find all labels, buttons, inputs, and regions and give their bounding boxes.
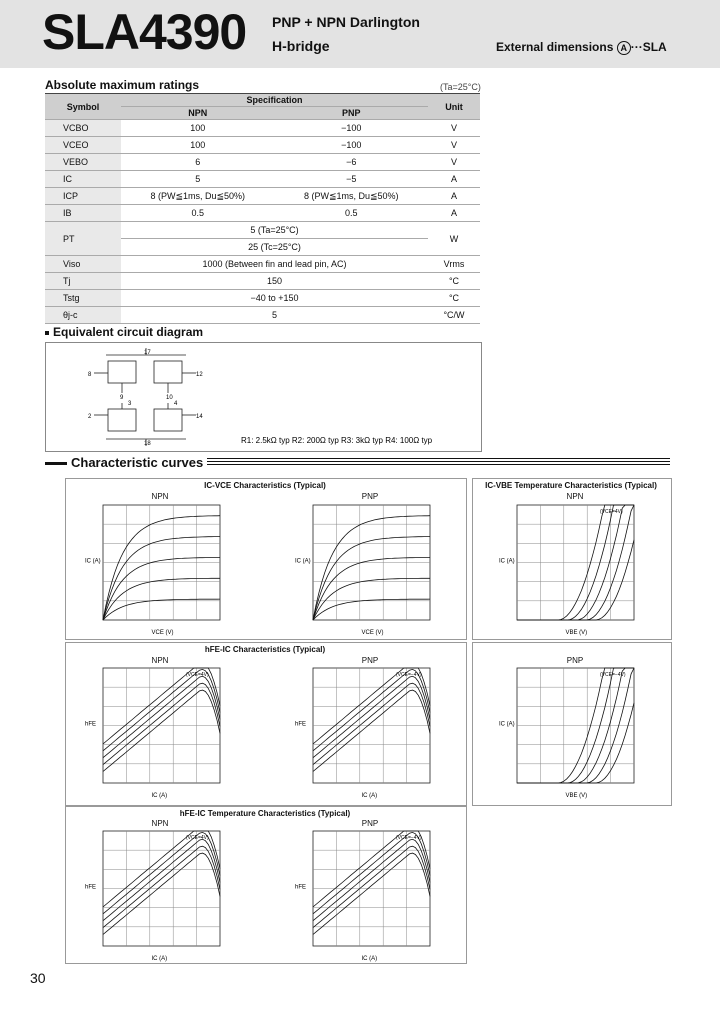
row-npn: 100	[121, 120, 275, 137]
table-row	[45, 307, 480, 324]
npn-label: NPN	[151, 492, 169, 501]
circuit-box	[45, 342, 482, 452]
npn-label: NPN	[566, 492, 584, 501]
row-unit: °C/W	[428, 307, 480, 324]
condition-note: (VCE=−4V)	[396, 672, 422, 678]
pt-line-2: 25 (Tc=25°C)	[121, 239, 428, 256]
row-symbol: Viso	[45, 256, 121, 273]
row-pnp: 8 (PW≦1ms, Du≦50%)	[275, 188, 429, 205]
plot-4	[291, 664, 448, 803]
table-row	[45, 290, 480, 307]
row-unit: A	[428, 205, 480, 222]
x-axis-label: VBE (V)	[565, 630, 588, 636]
y-axis-label: hFE	[295, 721, 307, 728]
row-pnp: 0.5	[275, 205, 429, 222]
row1-title: IC-VCE Characteristics (Typical)	[204, 481, 326, 490]
row-symbol: IC	[45, 171, 121, 188]
pnp-label: PNP	[361, 656, 379, 665]
plot-7	[291, 827, 448, 966]
row-symbol: Tstg	[45, 290, 121, 307]
circuit-title-text: Equivalent circuit diagram	[53, 325, 204, 339]
external-dims-label: External dimensions	[496, 40, 614, 54]
circuit-title	[45, 325, 203, 339]
table-row	[45, 273, 480, 290]
row-unit: V	[428, 154, 480, 171]
plot-0	[81, 501, 238, 640]
pin-label: 4	[174, 401, 178, 407]
row-symbol: PT	[45, 222, 121, 256]
row-unit: Vrms	[428, 256, 480, 273]
resistor-values: R1: 2.5kΩ typ R2: 200Ω typ R3: 3kΩ typ R4: 100Ω typ	[241, 436, 433, 445]
row-symbol: IB	[45, 205, 121, 222]
pin-label: 12	[196, 372, 203, 378]
x-axis-label: VBE (V)	[565, 793, 588, 799]
page-number: 30	[30, 970, 46, 986]
table-row	[45, 205, 480, 222]
row-symbol: Tj	[45, 273, 121, 290]
row-symbol: θj-c	[45, 307, 121, 324]
y-axis-label: hFE	[85, 721, 97, 728]
table-row	[45, 137, 480, 154]
pnp-label: PNP	[361, 492, 379, 501]
table-row-pt	[45, 222, 480, 239]
pt-line-1: 5 (Ta=25°C)	[121, 222, 428, 239]
y-axis-label: IC (A)	[499, 558, 515, 565]
x-axis-label: IC (A)	[361, 793, 378, 799]
circuit-diagram	[46, 343, 481, 451]
row-unit: A	[428, 171, 480, 188]
subtitle-config: H-bridge	[272, 38, 330, 54]
row-symbol: VCEO	[45, 137, 121, 154]
row-value: −40 to +150	[121, 290, 428, 307]
pin-label: 10	[166, 395, 173, 401]
circled-a-mark: A	[617, 41, 631, 55]
row-pnp: −5	[275, 171, 429, 188]
row-pnp: −100	[275, 137, 429, 154]
pin-label: 3	[128, 401, 132, 407]
table-row	[45, 171, 480, 188]
row-unit: V	[428, 120, 480, 137]
row-pnp: −6	[275, 154, 429, 171]
plot-1	[291, 501, 448, 640]
row-value: 5	[121, 307, 428, 324]
pnp-label: PNP	[566, 656, 584, 665]
row-value: 1000 (Between fin and lead pin, AC)	[121, 256, 428, 273]
row-unit: V	[428, 137, 480, 154]
condition-note: (VCE=−4V)	[396, 835, 422, 841]
y-axis-label: hFE	[85, 884, 97, 891]
y-axis-label: IC (A)	[85, 558, 101, 565]
x-axis-label: IC (A)	[151, 793, 168, 799]
y-axis-label: IC (A)	[499, 721, 515, 728]
row-symbol: VEBO	[45, 154, 121, 171]
row-npn: 0.5	[121, 205, 275, 222]
external-dims-suffix: ···SLA	[630, 40, 667, 54]
row-npn: 5	[121, 171, 275, 188]
row1-right-title: IC-VBE Temperature Characteristics (Typical)	[485, 481, 657, 490]
row-unit: °C	[428, 290, 480, 307]
col-npn: NPN	[121, 107, 275, 120]
col-symbol: Symbol	[45, 94, 121, 120]
part-number: SLA4390	[42, 4, 247, 60]
condition-note: (VCE=4V)	[186, 835, 209, 841]
condition-note: (VCE=4V)	[600, 509, 623, 515]
table-row	[45, 120, 480, 137]
col-pnp: PNP	[275, 107, 429, 120]
row-symbol: ICP	[45, 188, 121, 205]
ratings-table	[45, 94, 480, 324]
table-row	[45, 154, 480, 171]
row-npn: 8 (PW≦1ms, Du≦50%)	[121, 188, 275, 205]
row-npn: 100	[121, 137, 275, 154]
bar-icon	[45, 462, 67, 465]
bullet-icon	[45, 331, 49, 335]
x-axis-label: IC (A)	[151, 956, 168, 962]
ratings-title: Absolute maximum ratings	[45, 78, 200, 92]
npn-label: NPN	[151, 819, 169, 828]
condition-note: (VCE=−4V)	[600, 672, 626, 678]
curves-title-text: Characteristic curves	[71, 455, 204, 470]
ratings-condition: (Ta=25°C)	[440, 82, 481, 92]
x-axis-label: VCE (V)	[151, 630, 174, 636]
y-axis-label: IC (A)	[295, 558, 311, 565]
plot-6	[81, 827, 238, 966]
row-symbol: VCBO	[45, 120, 121, 137]
npn-label: NPN	[151, 656, 169, 665]
pin-label: 14	[196, 414, 203, 420]
row-unit: A	[428, 188, 480, 205]
external-dimensions	[496, 40, 667, 55]
col-spec: Specification	[121, 94, 428, 107]
row-unit: W	[428, 222, 480, 256]
row3-title: hFE-IC Temperature Characteristics (Typical)	[179, 809, 351, 818]
col-unit: Unit	[428, 94, 480, 120]
table-row	[45, 256, 480, 273]
curves-title	[45, 455, 207, 470]
table-row	[45, 188, 480, 205]
plot-2	[495, 501, 652, 640]
plot-5	[495, 664, 652, 803]
row-unit: °C	[428, 273, 480, 290]
pin-label: 17	[144, 350, 151, 356]
x-axis-label: VCE (V)	[361, 630, 384, 636]
pnp-label: PNP	[361, 819, 379, 828]
plot-3	[81, 664, 238, 803]
x-axis-label: IC (A)	[361, 956, 378, 962]
pin-label: 9	[120, 395, 124, 401]
pin-label: 2	[88, 414, 92, 420]
row-pnp: −100	[275, 120, 429, 137]
y-axis-label: hFE	[295, 884, 307, 891]
condition-note: (VCE=4V)	[186, 672, 209, 678]
subtitle-type: PNP + NPN Darlington	[272, 14, 420, 30]
row2-title: hFE-IC Characteristics (Typical)	[204, 645, 326, 654]
row-npn: 6	[121, 154, 275, 171]
pin-label: 8	[88, 372, 92, 378]
pin-label: 18	[144, 441, 151, 447]
row-value: 150	[121, 273, 428, 290]
